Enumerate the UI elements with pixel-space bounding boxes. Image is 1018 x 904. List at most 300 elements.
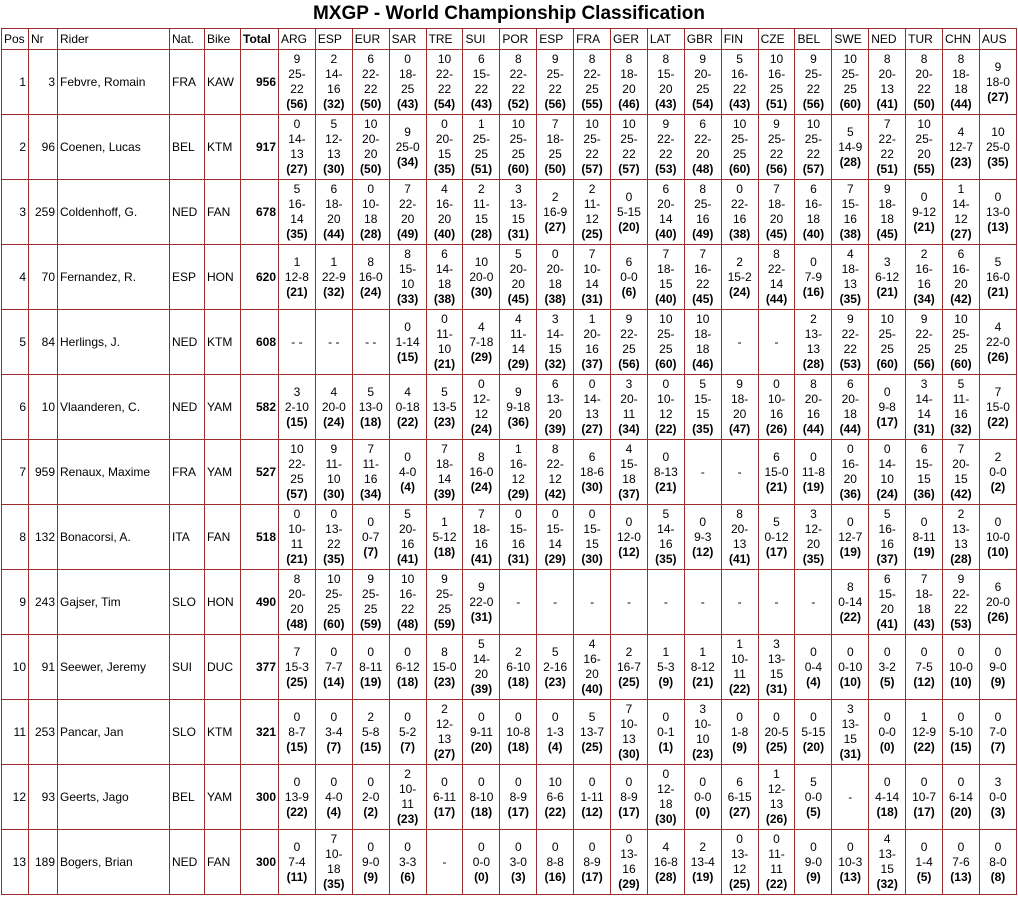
result-cell [279, 570, 316, 635]
result-cell [684, 50, 721, 115]
event-points: (45) [876, 227, 898, 241]
bonus-points: - [774, 334, 779, 349]
heat-points: 16 [917, 277, 931, 291]
table-row [2, 830, 1017, 895]
col-header-event: LAT [647, 29, 684, 50]
event-points: (18) [396, 674, 419, 689]
event-points: (57) [618, 162, 640, 176]
result-cell [721, 635, 758, 700]
bonus-points: 4 [625, 442, 633, 456]
result-cell [943, 700, 980, 765]
result-cell [869, 570, 906, 635]
event-points: (4) [806, 674, 821, 689]
bonus-points: 0 [367, 182, 375, 196]
bonus-points: - [516, 594, 521, 609]
bonus-points: 0 [883, 442, 891, 456]
bike-cell: KAW [205, 50, 241, 115]
result-cell [389, 245, 426, 310]
event-points: (19) [802, 479, 825, 494]
bonus-points: 0 [920, 839, 928, 854]
result-cell [795, 50, 832, 115]
heat-points: 13 [290, 147, 304, 161]
heat-points: 15 [511, 212, 525, 226]
bonus-points: 1 [957, 182, 965, 196]
result-cell [279, 310, 316, 375]
heat-points: 12-9 [912, 724, 937, 739]
event-points: (46) [692, 357, 714, 371]
heat-points: 15- [620, 457, 638, 471]
bonus-points: 0 [846, 514, 854, 529]
event-points: (31) [470, 609, 493, 624]
bonus-points: 6 [773, 449, 780, 464]
result-cell [684, 440, 721, 505]
heat-points: 22- [583, 67, 601, 81]
event-points: (40) [655, 227, 677, 241]
result-cell [463, 375, 500, 440]
event-points: (41) [876, 97, 898, 111]
result-cell [795, 635, 832, 700]
heat-points: 25 [880, 342, 894, 356]
heat-points: 2-16 [543, 659, 568, 674]
heat-points: 13- [767, 652, 786, 666]
bonus-points: 9 [994, 59, 1002, 74]
event-points: (44) [802, 422, 825, 436]
event-points: (32) [950, 422, 972, 436]
result-cell [795, 375, 832, 440]
heat-points: 10-0 [985, 529, 1010, 544]
heat-points: 0-10 [838, 659, 863, 674]
result-cell [279, 115, 316, 180]
heat-points: 15 [548, 342, 562, 356]
result-cell [574, 765, 611, 830]
result-cell [684, 635, 721, 700]
bonus-points: 0 [883, 384, 891, 399]
heat-points: 16 [954, 407, 968, 421]
nr-cell: 959 [29, 440, 58, 505]
bonus-points: 4 [514, 312, 522, 326]
bonus-points: 0 [957, 644, 965, 659]
result-cell [832, 180, 869, 245]
heat-points: 15- [657, 67, 675, 81]
heat-points: 22 [732, 82, 747, 96]
heat-points: 8-8 [546, 854, 564, 869]
result-cell [979, 245, 1016, 310]
heat-points: 22- [288, 457, 306, 471]
event-points: (21) [765, 479, 788, 494]
table-row [2, 570, 1017, 635]
bonus-points: 5 [293, 182, 301, 196]
heat-points: 14- [472, 652, 491, 666]
heat-points: 22- [767, 262, 786, 276]
result-cell [611, 505, 648, 570]
bonus-points: 5 [478, 637, 485, 651]
table-row [2, 115, 1017, 180]
result-cell [279, 375, 316, 440]
event-points: (30) [655, 812, 677, 826]
heat-points: 15-2 [727, 269, 752, 284]
event-points: (37) [581, 357, 603, 371]
bonus-points: 0 [994, 514, 1002, 529]
event-points: (29) [507, 487, 529, 501]
nation-cell: ITA [170, 505, 205, 570]
heat-points: 16 [843, 212, 857, 226]
heat-points: 25 [769, 82, 784, 96]
result-cell [721, 570, 758, 635]
heat-points: 20-0 [985, 594, 1010, 609]
event-points: (22) [728, 682, 751, 696]
heat-points: 25- [325, 587, 343, 601]
result-cell [426, 310, 463, 375]
bonus-points: 6 [625, 254, 633, 269]
event-points: (23) [950, 154, 972, 169]
heat-points: 11 [401, 797, 414, 811]
heat-points: 13-0 [985, 204, 1010, 219]
event-points: (30) [581, 552, 603, 566]
heat-points: 14- [878, 457, 896, 471]
pos-cell: 1 [2, 50, 29, 115]
result-cell [647, 635, 684, 700]
heat-points: 25- [878, 327, 896, 341]
result-cell [758, 765, 795, 830]
result-cell [943, 765, 980, 830]
bonus-points: 2 [551, 189, 559, 204]
event-points: (2) [990, 479, 1006, 494]
heat-points: 10- [657, 392, 675, 406]
pos-cell: 11 [2, 700, 29, 765]
event-points: (3) [510, 869, 526, 884]
result-cell [647, 765, 684, 830]
bonus-points: 2 [957, 507, 965, 521]
heat-points: 25 [843, 82, 857, 96]
bonus-points: - [848, 789, 853, 804]
event-points: (23) [544, 674, 566, 689]
heat-points: 16-7 [616, 659, 641, 674]
bonus-points: - [700, 594, 705, 609]
heat-points: 10 [400, 277, 415, 291]
bonus-points: 0 [994, 644, 1002, 659]
heat-points: 12 [511, 472, 525, 486]
result-cell [537, 570, 574, 635]
event-points: (41) [396, 552, 419, 566]
bonus-points: 10 [290, 442, 304, 456]
event-points: (31) [839, 747, 861, 761]
heat-points: 20 [806, 537, 821, 551]
result-cell [684, 115, 721, 180]
result-cell [611, 50, 648, 115]
event-points: (38) [544, 292, 566, 306]
event-points: (12) [618, 544, 640, 559]
col-header-event: SUI [463, 29, 500, 50]
event-points: (30) [323, 487, 345, 501]
heat-points: 10- [694, 717, 712, 731]
bonus-points: 8 [957, 52, 965, 66]
event-points: (9) [990, 674, 1006, 689]
heat-points: 18- [878, 197, 896, 211]
heat-points: 10- [325, 847, 343, 861]
table-row [2, 635, 1017, 700]
event-points: (23) [433, 674, 456, 689]
bonus-points: 4 [994, 319, 1002, 334]
bonus-points: 7 [699, 247, 707, 261]
event-points: (22) [839, 609, 861, 624]
heat-points: 22 [585, 147, 599, 161]
heat-points: 1-11 [580, 789, 604, 804]
heat-points: 20- [952, 457, 970, 471]
result-cell [906, 375, 943, 440]
heat-points: 20 [327, 212, 341, 226]
result-cell [758, 830, 795, 895]
result-cell [979, 440, 1016, 505]
event-points: (47) [728, 422, 751, 436]
heat-points: 20- [694, 67, 712, 81]
heat-points: 15 [917, 472, 931, 486]
result-cell [943, 375, 980, 440]
heat-points: 18 [696, 342, 710, 356]
bonus-points: 10 [437, 52, 452, 66]
event-points: (56) [544, 97, 566, 111]
bonus-points: 3 [994, 774, 1002, 789]
result-cell [979, 700, 1016, 765]
table-row [2, 505, 1017, 570]
heat-points: 15 [843, 732, 857, 746]
bonus-points: 3 [883, 254, 891, 269]
event-points: (17) [618, 804, 640, 819]
result-cell [869, 505, 906, 570]
bonus-points: 2 [994, 449, 1002, 464]
event-points: (28) [470, 227, 493, 241]
result-cell [574, 505, 611, 570]
event-points: (35) [692, 422, 714, 436]
bonus-points: 8 [551, 442, 559, 456]
heat-points: 13 [327, 147, 341, 161]
bonus-points: 5 [662, 507, 670, 521]
bonus-points: 3 [514, 182, 522, 196]
result-cell [537, 830, 574, 895]
result-cell [352, 180, 389, 245]
table-row [2, 765, 1017, 830]
result-cell [426, 440, 463, 505]
event-points: (35) [839, 292, 861, 306]
result-cell [795, 245, 832, 310]
result-cell [315, 700, 352, 765]
nr-cell: 93 [29, 765, 58, 830]
heat-points: 16 [880, 537, 894, 551]
result-cell [869, 635, 906, 700]
bonus-points: 0 [810, 254, 817, 269]
heat-points: 25 [437, 602, 452, 616]
bonus-points: 4 [957, 124, 965, 139]
result-cell [389, 635, 426, 700]
bonus-points: 9 [773, 117, 780, 131]
result-cell [832, 700, 869, 765]
bonus-points: 2 [736, 254, 743, 269]
heat-points: 13- [841, 717, 859, 731]
bonus-points: 5 [588, 709, 596, 724]
bonus-points: 0 [293, 839, 301, 854]
heat-points: 25- [620, 132, 638, 146]
event-points: (18) [507, 739, 529, 754]
bonus-points: 8 [736, 507, 743, 521]
heat-points: 14- [583, 392, 601, 406]
pos-cell: 13 [2, 830, 29, 895]
event-points: (17) [433, 804, 456, 819]
event-points: (6) [621, 284, 637, 299]
heat-points: 13-9 [284, 789, 309, 804]
bonus-points: 2 [810, 312, 817, 326]
classification-table [1, 28, 1017, 895]
heat-points: 10 [880, 472, 894, 486]
heat-points: 18- [398, 67, 417, 81]
bonus-points: 5 [994, 254, 1002, 269]
event-points: (17) [913, 804, 935, 819]
heat-points: 13- [546, 392, 564, 406]
event-points: (57) [581, 162, 603, 176]
result-cell [352, 830, 389, 895]
heat-points: 20-0 [321, 399, 346, 414]
result-cell [869, 180, 906, 245]
result-cell [537, 700, 574, 765]
bonus-points: 1 [920, 709, 928, 724]
bonus-points: 0 [293, 507, 301, 521]
heat-points: 25- [952, 327, 970, 341]
result-cell [721, 310, 758, 375]
event-points: (15) [286, 414, 308, 429]
result-cell [279, 245, 316, 310]
event-points: (27) [286, 162, 308, 176]
heat-points: 18 [806, 212, 821, 226]
event-points: (55) [581, 97, 603, 111]
result-cell [795, 700, 832, 765]
event-points: (44) [950, 97, 972, 111]
bonus-points: 6 [736, 774, 743, 789]
bonus-points: 1 [699, 644, 707, 659]
bonus-points: - [811, 594, 816, 609]
heat-points: 0-18 [395, 399, 420, 414]
result-cell [721, 830, 758, 895]
heat-points: 18- [435, 457, 454, 471]
total-points: 300 [241, 830, 279, 895]
bonus-points: - [774, 594, 779, 609]
event-points: (29) [507, 357, 529, 371]
bonus-points: 10 [806, 117, 821, 131]
event-points: (17) [507, 804, 529, 819]
event-points: (21) [433, 357, 456, 371]
bonus-points: 4 [441, 182, 448, 196]
result-cell [315, 375, 352, 440]
result-cell [426, 245, 463, 310]
result-cell [500, 635, 537, 700]
result-cell [500, 830, 537, 895]
event-points: (22) [544, 804, 566, 819]
bonus-points: 9 [293, 52, 301, 66]
bonus-points: - [663, 594, 668, 609]
table-row [2, 375, 1017, 440]
result-cell [758, 440, 795, 505]
heat-points: 25 [659, 342, 673, 356]
bonus-points: 3 [625, 377, 633, 391]
heat-points: 15- [878, 587, 896, 601]
heat-points: 22- [730, 197, 749, 211]
bonus-points: 0 [367, 774, 375, 789]
event-points: (5) [916, 869, 932, 884]
heat-points: 11- [952, 392, 970, 406]
heat-points: 18- [952, 67, 970, 81]
rider-name: Vlaanderen, C. [58, 375, 170, 440]
heat-points: 12 [548, 472, 562, 486]
result-cell [574, 830, 611, 895]
event-points: (54) [692, 97, 714, 111]
heat-points: 12 [474, 407, 489, 421]
event-points: (24) [360, 284, 382, 299]
heat-points: 15- [546, 522, 564, 536]
heat-points: 5-2 [398, 724, 417, 739]
heat-points: 20 [880, 602, 894, 616]
event-points: (6) [400, 869, 415, 884]
bonus-points: 0 [920, 189, 928, 204]
event-points: (25) [765, 739, 788, 754]
heat-points: 12- [435, 717, 454, 731]
event-points: (45) [692, 292, 714, 306]
result-cell [979, 570, 1016, 635]
table-body [2, 50, 1017, 895]
event-points: (45) [765, 227, 788, 241]
heat-points: 6-15 [727, 789, 752, 804]
heat-points: 7-0 [989, 724, 1007, 739]
bonus-points: 2 [367, 709, 375, 724]
heat-points: 22 [806, 82, 821, 96]
heat-points: 15-0 [432, 659, 457, 674]
event-points: (60) [728, 162, 751, 176]
bonus-points: 0 [957, 709, 965, 724]
bonus-points: 8 [441, 644, 448, 659]
heat-points: 25- [472, 132, 491, 146]
bonus-points: 8 [810, 377, 817, 391]
bonus-points: 10 [400, 572, 415, 586]
result-cell [647, 700, 684, 765]
bonus-points: 6 [662, 182, 670, 196]
heat-points: 10-8 [506, 724, 531, 739]
heat-points: 22 [843, 342, 857, 356]
bonus-points: 9 [662, 117, 670, 131]
result-cell [279, 180, 316, 245]
heat-points: 20 [474, 667, 489, 681]
result-cell [647, 375, 684, 440]
heat-points: 0-0 [804, 789, 823, 804]
bonus-points: 9 [699, 52, 707, 66]
rider-name: Renaux, Maxime [58, 440, 170, 505]
bonus-points: 1 [588, 312, 596, 326]
pos-cell: 10 [2, 635, 29, 700]
heat-points: 25 [585, 82, 599, 96]
heat-points: 16 [474, 537, 489, 551]
result-cell [758, 245, 795, 310]
heat-points: 22 [954, 602, 968, 616]
bonus-points: 0 [773, 709, 780, 724]
heat-points: 3-0 [509, 854, 527, 869]
heat-points: 8-9 [620, 789, 638, 804]
heat-points: 11 [290, 537, 304, 551]
heat-points: 22- [915, 327, 933, 341]
bonus-points: 8 [367, 254, 375, 269]
rider-name: Gajser, Tim [58, 570, 170, 635]
event-points: (0) [474, 869, 489, 884]
result-cell [500, 700, 537, 765]
bonus-points: 6 [588, 449, 596, 464]
event-points: (51) [876, 162, 898, 176]
bonus-points: 0 [662, 377, 670, 391]
result-cell [389, 310, 426, 375]
heat-points: 25 [696, 82, 710, 96]
